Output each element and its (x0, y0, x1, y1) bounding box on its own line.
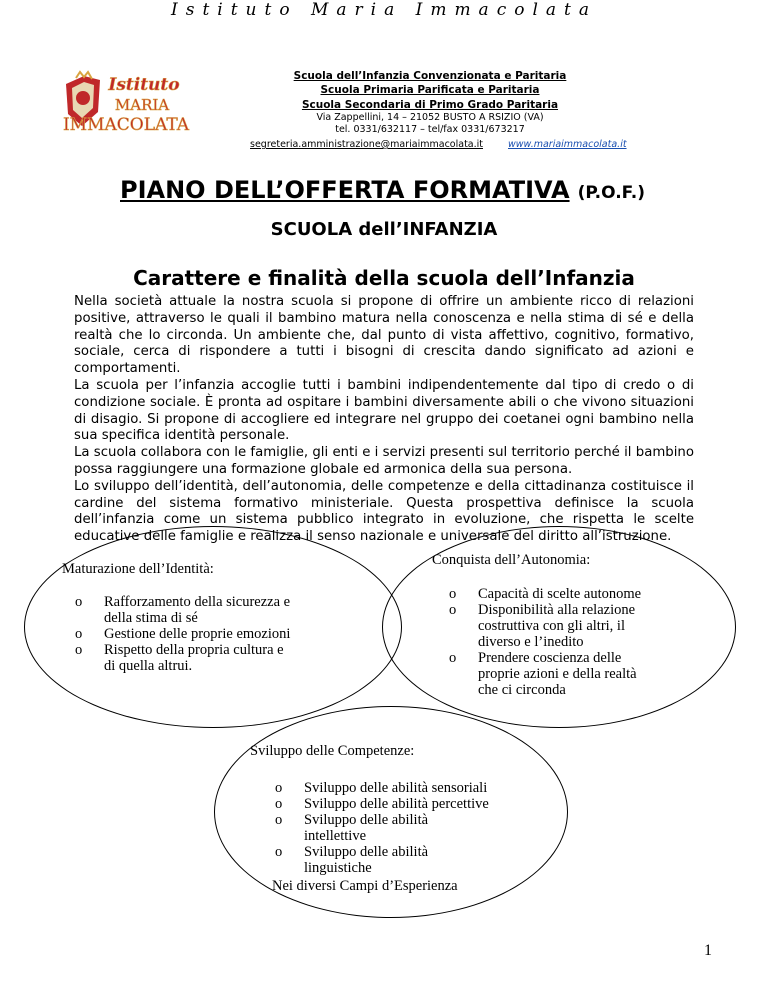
svg-text:MARIA: MARIA (114, 96, 170, 114)
identity-item: o Rafforzamento della sicurezza e della stima di sé (72, 594, 294, 626)
svg-text:Istituto: Istituto (108, 75, 180, 95)
page-title (120, 176, 645, 204)
header-line-3: Scuola Secondaria di Primo Grado Paritaria (301, 99, 559, 111)
page-number: 1 (704, 942, 712, 959)
identity-item: o Gestione delle proprie emozioni (72, 626, 294, 642)
competences-footer: Nei diversi Campi d’Esperienza (272, 878, 458, 894)
page-subtitle: SCUOLA dell’INFANZIA (270, 219, 498, 240)
autonomy-item: o Prendere coscienza delle proprie azioni e della realtà che ci circonda (446, 650, 658, 698)
paragraph: Lo sviluppo dell’identità, dell’autonomia, delle competenze e della cittadinanza costituisce il cardine del sistema formativo ministeriale. Questa prospettiva definisce la scuola dell’infanzia come un sistema pubblico integrato in evoluzione, che rispetta le scelte educative delle famiglie e realizza il senso nazionale e universale del diritto all’istruzione. (74, 478, 694, 545)
email-link[interactable]: segreteria.amministrazione@mariaimmacolata.it (250, 139, 483, 150)
competences-item: o Sviluppo delle abilità linguistiche (272, 844, 464, 876)
phone: tel. 0331/632117 – tel/fax 0331/673217 (335, 124, 525, 135)
school-name-header: Istituto Maria Immacolata (171, 0, 597, 20)
autonomy-item: o Capacità di scelte autonome (446, 586, 658, 602)
section-heading: Carattere e finalità della scuola dell’Infanzia (133, 266, 635, 290)
competences-item: o Sviluppo delle abilità sensoriali (272, 780, 542, 796)
school-logo (62, 70, 190, 134)
paragraph: La scuola per l’infanzia accoglie tutti i bambini indipendentemente dal tipo di credo o di condizione sociale. È pronta ad ospitare i bambini diversamente abili o che vivono situazioni di disagio. Si propone di accogliere ed integrare nel gruppo dei coetanei ogni bambino nella sua specifica identità personale. (74, 377, 694, 444)
page-title-text: PIANO DELL’OFFERTA FORMATIVA (120, 176, 570, 204)
identity-title: Maturazione dell’Identità: (62, 561, 214, 577)
body-text (74, 294, 694, 546)
autonomy-title: Conquista dell’Autonomia: (432, 552, 591, 568)
competences-item: o Sviluppo delle abilità intellettive (272, 812, 464, 844)
address: Via Zappellini, 14 – 21052 BUSTO A RSIZIO (VA) (316, 112, 544, 123)
autonomy-list (446, 586, 658, 698)
website-link[interactable]: www.mariaimmacolata.it (508, 139, 627, 150)
identity-list (72, 594, 294, 674)
competences-list (272, 780, 542, 876)
identity-item: o Rispetto della propria cultura e di quella altrui. (72, 642, 294, 674)
svg-text:IMMACOLATA: IMMACOLATA (62, 115, 190, 134)
competences-item: o Sviluppo delle abilità percettive (272, 796, 542, 812)
autonomy-item: o Disponibilità alla relazione costruttiva con gli altri, il diverso e l’inedito (446, 602, 658, 650)
paragraph: La scuola collabora con le famiglie, gli enti e i servizi presenti sul territorio perché il bambino possa raggiungere una formazione globale ed armonica della sua persona. (74, 445, 694, 477)
page-title-abbreviation: (P.O.F.) (577, 183, 646, 203)
header-line-1: Scuola dell’Infanzia Convenzionata e Paritaria (293, 70, 567, 82)
paragraph: Nella società attuale la nostra scuola si propone di offrire un ambiente ricco di relazioni positive, attraverso le quali il bambino matura nella conoscenza e nella stima di sé e della realtà che lo circonda. Un ambiente che, dal punto di vista affettivo, cognitivo, formativo, sociale, cerca di rispondere a tutti i bisogni di crescita dando significato ad azioni e comportamenti. (74, 294, 694, 377)
competences-title: Sviluppo delle Competenze: (250, 743, 415, 759)
header-line-2: Scuola Primaria Parificata e Paritaria (320, 84, 540, 96)
